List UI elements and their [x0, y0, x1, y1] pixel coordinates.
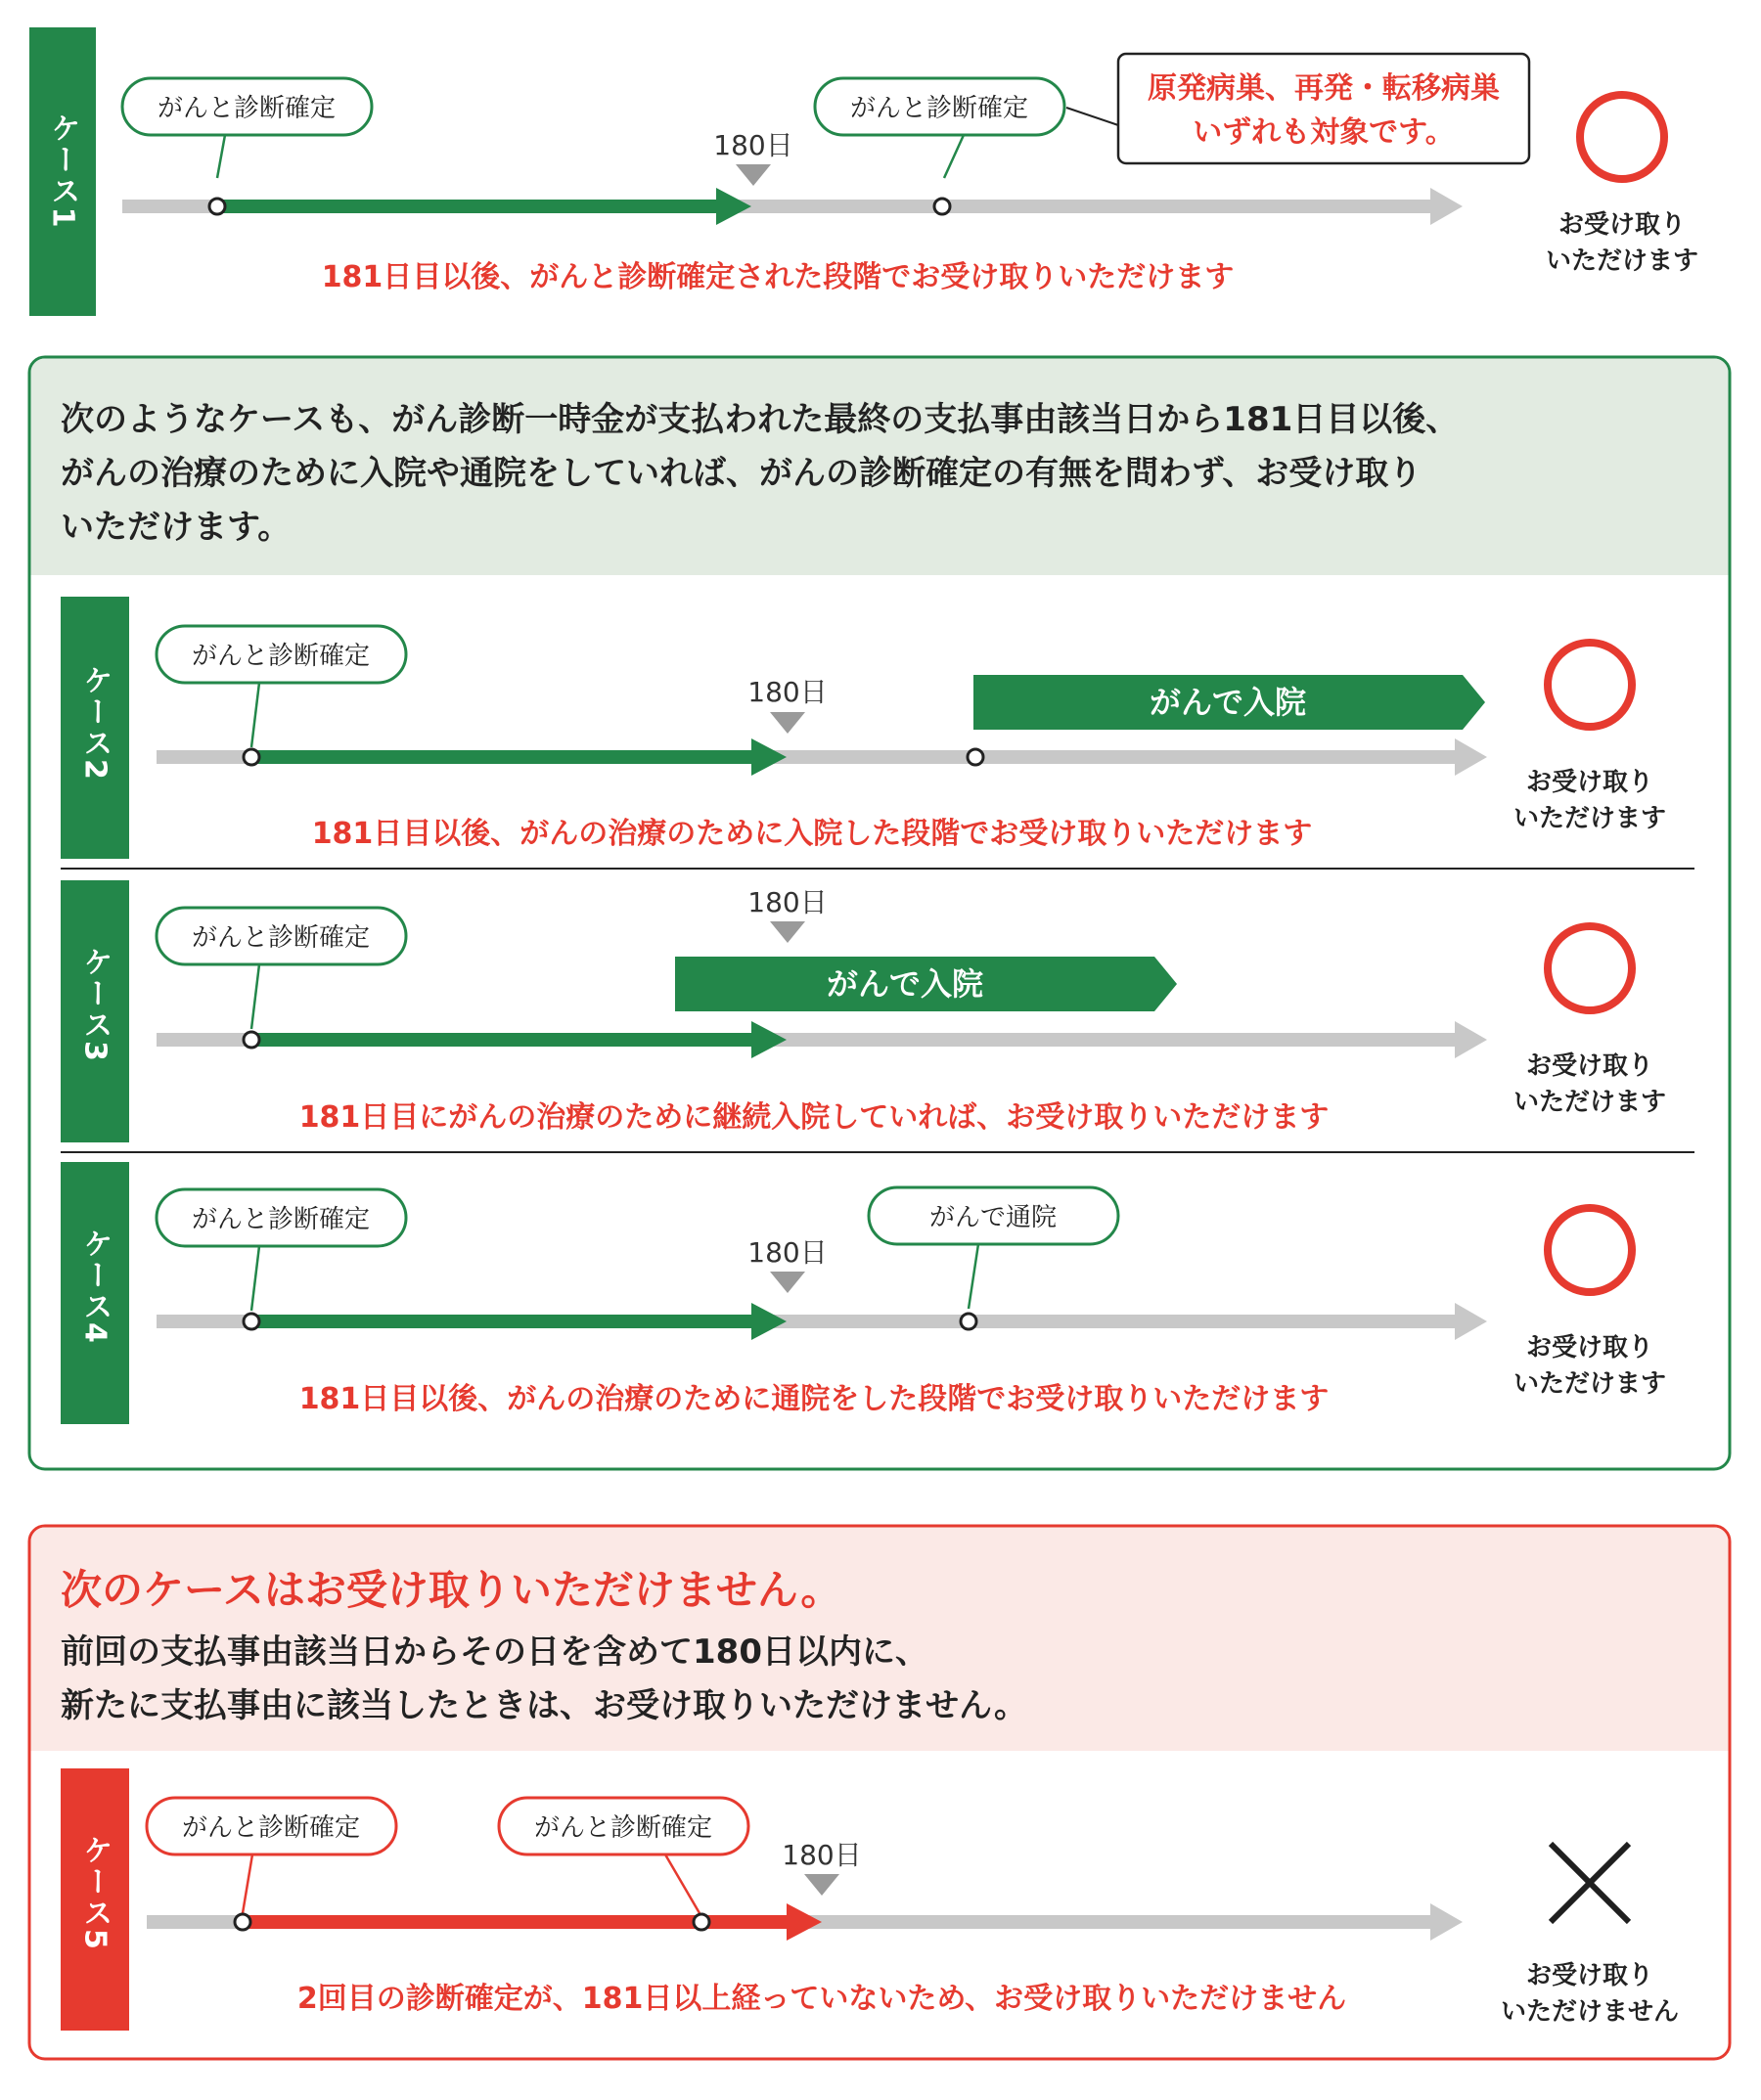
red-section-title: 次のケースはお受け取りいただけません。 — [61, 1566, 842, 1614]
case1-marker-triangle — [736, 164, 771, 186]
case3-receive-line1: お受け取り — [1525, 1051, 1654, 1081]
case5-not-receive-line2: いただけません — [1500, 1997, 1680, 2027]
case1-label: ケース1 — [45, 112, 80, 230]
green-intro-line3: いただけます。 — [61, 508, 292, 547]
case5-point-2 — [694, 1914, 709, 1930]
case5-caption: 2回目の診断確定が、181日以上経っていないため、お受け取りいただけません — [296, 1982, 1347, 2016]
case1-receive-line2: いただけます — [1545, 246, 1699, 276]
case2-receive-line2: いただけます — [1513, 804, 1667, 833]
case2-day-marker: 180日 — [747, 676, 828, 708]
bubble-text: がんと診断確定 — [191, 642, 371, 671]
circle-icon — [1580, 95, 1664, 179]
case1-bubble-diagnosis-2 — [815, 78, 1064, 178]
bubble-text: がんと診断確定 — [533, 1813, 713, 1843]
case1-note-line1: 原発病巣、再発・転移病巣 — [1148, 71, 1500, 106]
case1-receive-line1: お受け取り — [1558, 210, 1687, 240]
green-intro-line2: がんの治療のために入院や通院をしていれば、がんの診断確定の有無を問わず、お受け取り — [61, 454, 1422, 493]
case4-point-2 — [961, 1314, 976, 1329]
case3-hospital-label: がんで入院 — [826, 965, 984, 1003]
red-section-body-line1: 前回の支払事由該当日からその日を含めて180日以内に、 — [61, 1632, 928, 1672]
case4-label: ケース4 — [77, 1229, 113, 1345]
case3-label: ケース3 — [77, 947, 113, 1063]
bubble-text: がんと診断確定 — [849, 94, 1029, 123]
case1-point-1 — [209, 199, 225, 214]
green-section — [29, 357, 1730, 1469]
bubble-text: がんと診断確定 — [191, 1205, 371, 1234]
case1-block — [29, 27, 1698, 316]
case1-note-line2: いずれも対象です。 — [1193, 115, 1455, 150]
case1-day-marker: 180日 — [713, 129, 793, 161]
case3-receive-line2: いただけます — [1513, 1088, 1667, 1117]
bubble-text: がんで通院 — [928, 1203, 1058, 1232]
red-section-body-line2: 新たに支払事由に該当したときは、お受け取りいただけません。 — [61, 1686, 1028, 1725]
bubble-text: がんと診断確定 — [181, 1813, 361, 1843]
case4-receive-line2: いただけます — [1513, 1369, 1667, 1399]
case3-point-1 — [244, 1032, 259, 1048]
case4-caption: 181日目以後、がんの治療のために通院をした段階でお受け取りいただけます — [298, 1382, 1330, 1416]
case5-day-marker: 180日 — [782, 1839, 862, 1871]
case2-receive-line1: お受け取り — [1525, 768, 1654, 797]
red-section — [29, 1526, 1730, 2059]
case3-caption: 181日目にがんの治療のために継続入院していれば、お受け取りいただけます — [298, 1100, 1330, 1135]
case2-point-1 — [244, 749, 259, 765]
case2-point-2 — [968, 749, 983, 765]
case4-receive-line1: お受け取り — [1525, 1333, 1654, 1363]
bubble-text: がんと診断確定 — [191, 923, 371, 953]
case1-caption: 181日目以後、がんと診断確定された段階でお受け取りいただけます — [321, 260, 1235, 294]
case5-not-receive-line1: お受け取り — [1525, 1961, 1654, 1990]
case3-day-marker: 180日 — [747, 886, 828, 918]
case5-label: ケース5 — [77, 1835, 113, 1951]
green-intro-line1: 次のようなケースも、がん診断一時金が支払われた最終の支払事由該当日から181日目以後、 — [61, 400, 1460, 439]
case2-label: ケース2 — [77, 665, 113, 782]
case2-caption: 181日目以後、がんの治療のために入院した段階でお受け取りいただけます — [311, 817, 1313, 851]
case2-hospital-label: がんで入院 — [1149, 684, 1307, 721]
case4-day-marker: 180日 — [747, 1236, 828, 1269]
case5-point-1 — [235, 1914, 250, 1930]
case4-point-1 — [244, 1314, 259, 1329]
case1-bubble-diagnosis-1 — [122, 78, 372, 178]
bubble-text: がんと診断確定 — [157, 94, 337, 123]
case1-point-2 — [934, 199, 950, 214]
